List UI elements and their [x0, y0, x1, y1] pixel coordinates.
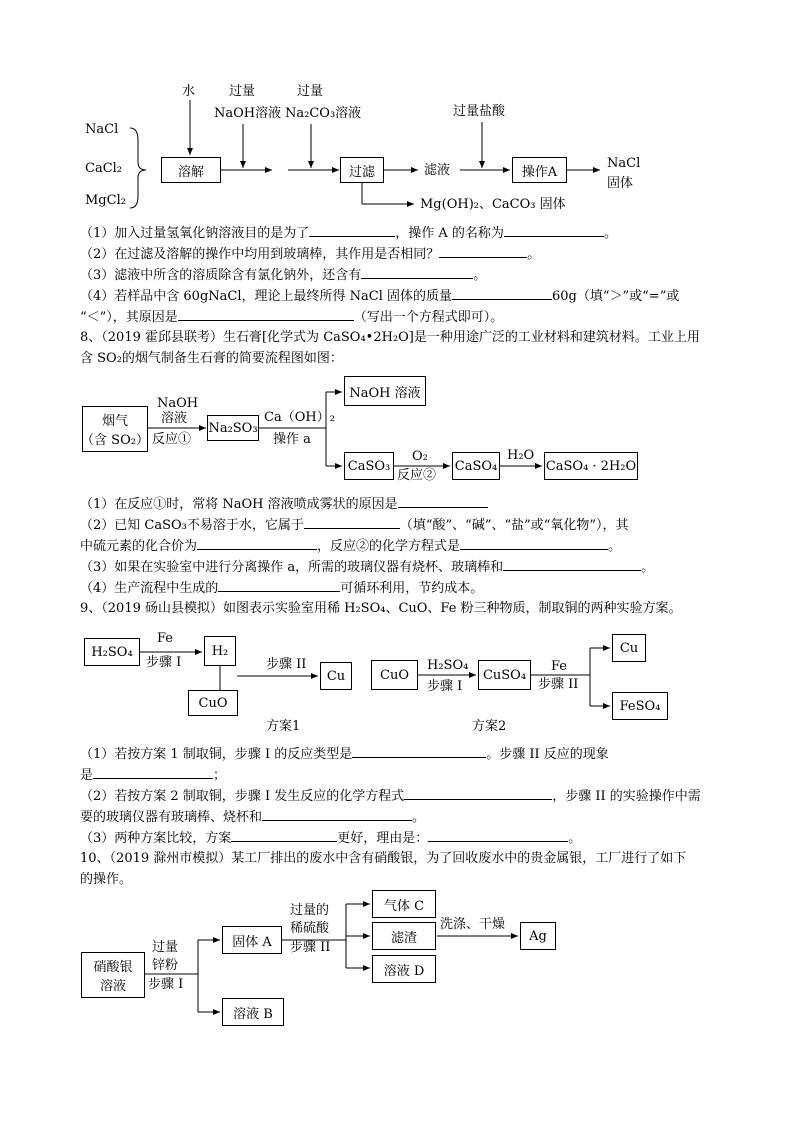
answer-blank[interactable]: [262, 807, 412, 821]
q9-line-2: 是 ；: [80, 765, 226, 786]
box-feso4: FeSO₄: [612, 692, 668, 720]
box-gypsum: CaSO₄ · 2H₂O: [544, 452, 638, 480]
q10-intro-1: 10、（2019 滁州市模拟）某工厂排出的废水中含有硝酸银，为了回收废水中的贵金属银，工厂进行了如下: [80, 851, 687, 866]
answer-blank[interactable]: [439, 244, 527, 258]
answer-blank[interactable]: [352, 744, 486, 758]
box-solution-b: 溶液 B: [222, 998, 284, 1026]
q8-intro-2: 含 SO₂的烟气制备生石膏的简要流程图如图：: [80, 351, 343, 366]
box-operation-a: 操作A: [512, 157, 567, 183]
naoh-label-2: 溶液: [161, 411, 188, 426]
q7-line-2: （2）在过滤及溶解的操作中均用到玻璃棒，其作用是否相同？ 。: [80, 244, 540, 265]
salt-mgcl2: MgCl₂: [85, 193, 126, 208]
q7-line-5: “＜”），其原因是 （写出一个方程式即可）。: [80, 307, 503, 328]
step-1-label-plan1: 步骤 I: [146, 655, 182, 670]
step-2-label: 步骤 II: [290, 940, 331, 955]
q8-line-5: （4）生产流程中生成的 可循环利用，节约成本。: [80, 578, 483, 599]
box-flue-gas: 烟气 （含 SO₂）: [82, 406, 148, 452]
reaction-1-label: 反应①: [152, 432, 192, 447]
q9-line-4: 要的玻璃仪器有玻璃棒、烧杯和 。: [80, 807, 425, 828]
zinc-label-1: 过量: [152, 940, 179, 955]
box-naoh-solution: NaOH 溶液: [344, 376, 426, 406]
salt-nacl: NaCl: [85, 122, 119, 137]
reagent-naoh-top: 过量: [229, 84, 256, 99]
product-nacl: NaCl: [607, 156, 641, 171]
acid-label-2: 稀硫酸: [290, 921, 330, 936]
box-cu-plan1: Cu: [320, 662, 352, 690]
answer-blank[interactable]: [178, 307, 354, 321]
step-1-label-plan2: 步骤 I: [427, 679, 463, 694]
box-solid-a: 固体 A: [222, 926, 282, 954]
box-na2so3: Na₂SO₃: [207, 415, 259, 441]
reagent-hcl: 过量盐酸: [453, 104, 506, 119]
q7-line-3: （3）滤液中所含的溶质除含有氯化钠外，还含有 。: [80, 265, 486, 286]
filtrate-label: 滤液: [424, 163, 451, 178]
answer-blank[interactable]: [231, 828, 337, 842]
reagent-na2co3: Na₂CO₃溶液: [285, 106, 362, 121]
box-cu-plan2: Cu: [612, 634, 646, 662]
box-silver-nitrate: 硝酸银 溶液: [81, 952, 145, 998]
zinc-label-2: 锌粉: [152, 958, 179, 973]
q8-line-2: （2）已知 CaSO₃不易溶于水，它属于 （填“酸”、“碱”、“盐”或“氧化物”），其: [80, 515, 629, 536]
acid-label-1: 过量的: [290, 903, 330, 918]
plan-1-label: 方案1: [266, 719, 301, 734]
answer-blank[interactable]: [398, 494, 488, 508]
q9-line-1: （1）若按方案 1 制取铜，步骤 I 的反应类型是 。步骤 II 反应的现象: [80, 744, 609, 765]
q8-intro-1: 8、（2019 霍邱县联考）生石膏[化学式为 CaSO₄•2H₂O]是一种用途广泛的工业材料和建筑材料。工业上用: [80, 330, 700, 345]
box-cuso4: CuSO₄: [478, 660, 531, 690]
salt-brace: [130, 128, 146, 208]
fe-label-1: Fe: [157, 631, 174, 646]
answer-blank[interactable]: [504, 223, 604, 237]
box-caso4: CaSO₄: [452, 452, 500, 480]
answer-blank[interactable]: [309, 223, 395, 237]
answer-blank[interactable]: [428, 828, 568, 842]
box-caso3: CaSO₃: [344, 452, 394, 480]
box-h2so4: H₂SO₄: [84, 638, 140, 666]
caoh2-label: Ca（OH）₂: [264, 410, 335, 425]
answer-blank[interactable]: [460, 536, 608, 550]
step-1-label: 步骤 I: [148, 977, 184, 992]
reagent-na2co3-top: 过量: [297, 84, 324, 99]
answer-blank[interactable]: [218, 578, 340, 592]
wash-dry-label: 洗涤、干燥: [440, 917, 506, 932]
box-cuo-plan2: CuO: [371, 660, 418, 690]
reagent-naoh: NaOH溶液: [214, 106, 282, 121]
salt-cacl2: CaCl₂: [85, 161, 123, 176]
op-a-label: 操作 a: [273, 432, 311, 447]
q8-line-4: （3）如果在实验室中进行分离操作 a，所需的玻璃仪器有烧杯、玻璃棒和 。: [80, 557, 654, 578]
precipitate-label: Mg(OH)₂、CaCO₃ 固体: [420, 197, 566, 212]
box-gas-c: 气体 C: [372, 890, 436, 918]
o2-label: O₂: [412, 449, 428, 464]
q10-intro-2: 的操作。: [80, 872, 133, 887]
box-dissolve: 溶解: [161, 157, 221, 183]
reaction-2-label: 反应②: [397, 468, 437, 483]
answer-blank[interactable]: [452, 286, 552, 300]
reagent-water: 水: [182, 84, 196, 99]
q9-intro: 9、（2019 砀山县模拟）如图表示实验室用稀 H₂SO₄、CuO、Fe 粉三种物质，制取铜的两种实验方案。: [80, 601, 682, 616]
step-2-label-plan1: 步骤 II: [266, 657, 307, 672]
q7-line-1: （1）加入过量氢氧化钠溶液目的是为了 ，操作 A 的名称为 。: [80, 223, 617, 244]
answer-blank[interactable]: [361, 265, 473, 279]
answer-blank[interactable]: [404, 786, 552, 800]
box-silver: Ag: [520, 922, 556, 950]
box-h2: H₂: [204, 636, 236, 666]
fe-label-2: Fe: [551, 659, 568, 674]
answer-blank[interactable]: [503, 557, 641, 571]
box-cuo-plan1: CuO: [188, 690, 238, 716]
h2so4-label: H₂SO₄: [427, 658, 469, 673]
product-solid: 固体: [607, 176, 634, 191]
naoh-label-1: NaOH: [157, 396, 199, 411]
q7-line-4: （4）若样品中含 60gNaCl，理论上最终所得 NaCl 固体的质量 60g（填“＞”或“=”或: [80, 286, 679, 307]
q8-line-1: （1）在反应①时，常将 NaOH 溶液喷成雾状的原因是: [80, 494, 488, 515]
q8-line-3: 中硫元素的化合价为 ，反应②的化学方程式是 。: [80, 536, 621, 557]
box-filter: 过滤: [340, 157, 384, 183]
h2o-label: H₂O: [507, 448, 535, 463]
answer-blank[interactable]: [197, 536, 317, 550]
box-solution-d: 溶液 D: [372, 955, 436, 983]
box-filter-residue: 滤渣: [372, 922, 436, 950]
answer-blank[interactable]: [304, 515, 400, 529]
answer-blank[interactable]: [93, 765, 213, 779]
q9-line-5: （3）两种方案比较，方案 更好，理由是： 。: [80, 828, 581, 849]
plan-2-label: 方案2: [472, 719, 507, 734]
q9-line-3: （2）若按方案 2 制取铜，步骤 I 发生反应的化学方程式 ，步骤 II 的实验操作中需: [80, 786, 701, 807]
step-2-label-plan2: 步骤 II: [538, 677, 579, 692]
